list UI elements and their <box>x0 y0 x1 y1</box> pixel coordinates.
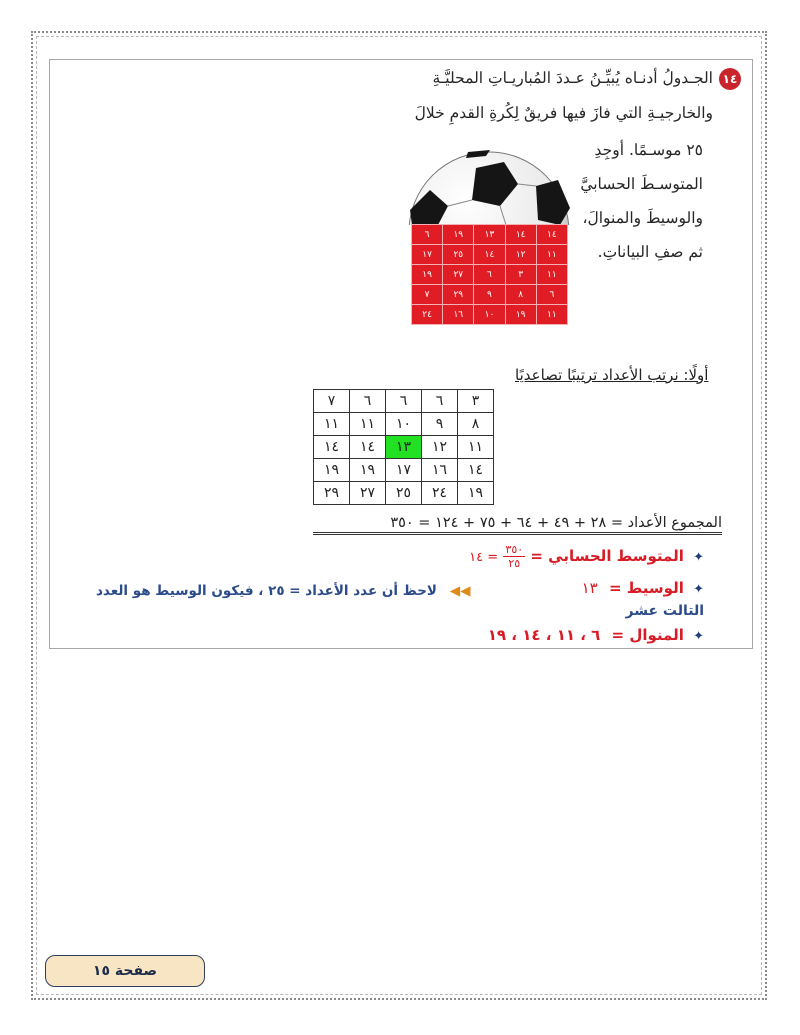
mean-result: = ١٤ <box>469 550 499 565</box>
data-cell: ١٩ <box>443 225 474 245</box>
sorted-cell: ٢٤ <box>422 482 458 505</box>
data-cell: ٦ <box>474 265 505 285</box>
problem-number-badge: ١٤ <box>719 68 741 90</box>
mean-line <box>469 543 704 570</box>
median-note-continuation: التالت عشر <box>625 603 704 619</box>
data-cell: ١٣ <box>474 225 505 245</box>
data-cell: ٢٥ <box>443 245 474 265</box>
mean-label: المتوسط الحسابي = <box>530 547 684 565</box>
sorted-row <box>314 436 494 459</box>
data-cell: ١٤ <box>536 225 567 245</box>
sorted-cell: ٢٧ <box>350 482 386 505</box>
sorted-cell: ٩ <box>422 413 458 436</box>
sorted-row <box>314 390 494 413</box>
median-value: ١٣ <box>581 579 598 597</box>
data-cell: ٦ <box>412 225 443 245</box>
mean-fraction <box>503 543 525 570</box>
data-cell: ١٧ <box>412 245 443 265</box>
sorted-cell: ٧ <box>314 390 350 413</box>
sorted-cell: ١٠ <box>386 413 422 436</box>
data-cell: ١٤ <box>474 245 505 265</box>
data-cell: ٨ <box>505 285 536 305</box>
data-cell: ٢٤ <box>412 305 443 325</box>
data-cell: ١١ <box>536 265 567 285</box>
data-cell: ١٩ <box>505 305 536 325</box>
problem-text-line-4: المتوسـطَ الحسابيَّ <box>580 175 703 193</box>
data-cell: ١١ <box>536 245 567 265</box>
problem-text-line-2: والخارجيـةِ التي فازَ فيها فريقٌ لِكُرةِ القدمِ خلالَ <box>414 104 713 122</box>
sum-line: المجموع الأعداد = ٢٨ + ٤٩ + ٦٤ + ٧٥ + ١٢٤ = ٣٥٠ <box>313 515 722 535</box>
sorted-table <box>313 389 494 505</box>
data-cell: ٢٩ <box>443 285 474 305</box>
sorted-cell: ١٧ <box>386 459 422 482</box>
mode-label: المنوال = <box>611 626 684 644</box>
double-arrow-icon: ◀◀ <box>449 583 471 599</box>
problem-text-line-6: ثم صفِ البياناتِ. <box>597 243 703 261</box>
data-cell: ٩ <box>474 285 505 305</box>
problem-text-line-5: والوسيطَ والمنوالَ، <box>582 209 703 227</box>
sorted-cell: ١٦ <box>422 459 458 482</box>
sorted-row <box>314 482 494 505</box>
sorted-cell: ١٤ <box>458 459 494 482</box>
sorted-row <box>314 413 494 436</box>
data-cell: ٦ <box>536 285 567 305</box>
sorted-cell: ١٩ <box>350 459 386 482</box>
median-line <box>582 579 704 597</box>
data-cell: ١٦ <box>443 305 474 325</box>
median-label: الوسيط = <box>608 579 684 597</box>
sorted-cell: ٢٥ <box>386 482 422 505</box>
sorted-cell: ١٩ <box>314 459 350 482</box>
mean-numerator: ٣٥٠ <box>505 543 524 556</box>
mode-value: ٦ ، ١١ ، ١٤ ، ١٩ <box>487 626 601 644</box>
data-table <box>411 224 568 325</box>
sorted-row <box>314 459 494 482</box>
data-cell: ٢٧ <box>443 265 474 285</box>
sorted-cell: ٦ <box>350 390 386 413</box>
sorted-cell: ١١ <box>458 436 494 459</box>
mode-line <box>488 626 704 644</box>
page-number-tag: صفحة ١٥ <box>45 955 205 987</box>
diamond-bullet-icon: ✦ <box>693 582 704 597</box>
sorted-cell: ١٤ <box>350 436 386 459</box>
data-cell: ١٤ <box>505 225 536 245</box>
mean-denominator: ٢٥ <box>508 557 521 570</box>
sorted-cell: ١٣ <box>386 436 422 459</box>
problem-text-line-1: الجـدولُ أدنـاه يُبيِّـنُ عـددَ المُباريـاتِ المحليَّـةِ <box>432 69 713 87</box>
sorted-cell: ١٩ <box>458 482 494 505</box>
problem-text-line-3: ٢٥ موسـمًا. أوجِدِ <box>594 141 703 159</box>
sorted-cell: ١١ <box>314 413 350 436</box>
sorted-cell: ٦ <box>422 390 458 413</box>
diamond-bullet-icon: ✦ <box>693 629 704 644</box>
data-cell: ٣ <box>505 265 536 285</box>
data-cell: ١٢ <box>505 245 536 265</box>
median-note-text: لاحظ أن عدد الأعداد = ٢٥ ، فيكون الوسيط هو العدد <box>96 583 437 599</box>
sorted-cell: ١٢ <box>422 436 458 459</box>
data-cell: ٧ <box>412 285 443 305</box>
soccer-ball-image <box>408 150 571 225</box>
data-cell: ١٠ <box>474 305 505 325</box>
sorted-cell: ١٤ <box>314 436 350 459</box>
diamond-bullet-icon: ✦ <box>693 550 704 565</box>
median-note <box>96 583 470 599</box>
sorted-cell: ٨ <box>458 413 494 436</box>
data-cell: ١١ <box>536 305 567 325</box>
data-cell: ١٩ <box>412 265 443 285</box>
step-title: أولًا: نرتب الأعداد ترتيبًا تصاعديًا <box>515 366 709 384</box>
sorted-cell: ١١ <box>350 413 386 436</box>
sorted-cell: ٣ <box>458 390 494 413</box>
sorted-cell: ٦ <box>386 390 422 413</box>
sorted-cell: ٢٩ <box>314 482 350 505</box>
